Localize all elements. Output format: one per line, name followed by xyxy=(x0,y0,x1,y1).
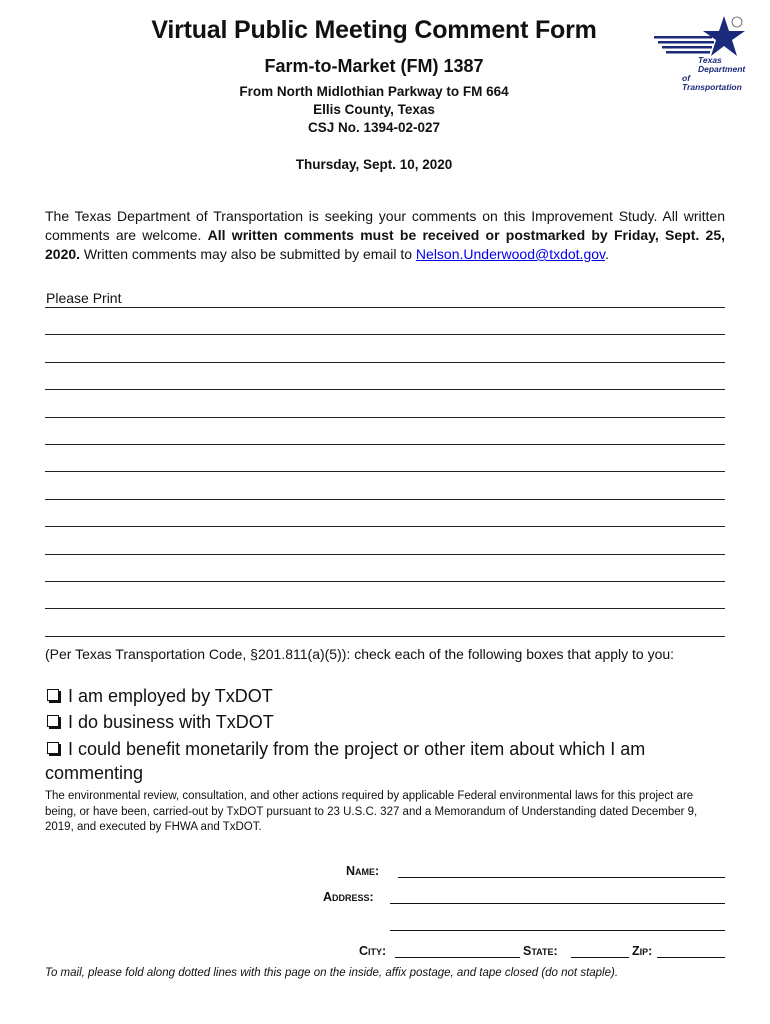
please-print-label: Please Print xyxy=(46,290,122,306)
city-field[interactable] xyxy=(395,957,520,958)
logo-text xyxy=(682,55,752,92)
checkbox-label: I could benefit monetarily from the project or other item about which I am commenting xyxy=(45,739,646,783)
intro-paragraph xyxy=(45,207,725,264)
comment-line[interactable] xyxy=(45,499,725,500)
checkbox-icon[interactable] xyxy=(47,689,59,701)
logo-line-1: Texas xyxy=(698,55,722,65)
logo-line-3: of Transportation xyxy=(682,73,742,92)
comment-line[interactable] xyxy=(45,444,725,445)
form-subtitle: Farm-to-Market (FM) 1387 xyxy=(264,56,484,76)
county-line: Ellis County, Texas xyxy=(313,102,435,117)
state-label: State: xyxy=(523,944,558,958)
zip-label: Zip: xyxy=(632,944,653,958)
mailing-instructions: To mail, please fold along dotted lines with this page on the inside, affix postage, and tape closed (do not staple). xyxy=(45,967,619,979)
comment-line[interactable] xyxy=(45,608,725,609)
address-label: Address: xyxy=(323,890,374,904)
comment-line[interactable] xyxy=(45,417,725,418)
checkbox-icon[interactable] xyxy=(47,742,59,754)
logo-line-2: Department xyxy=(698,64,746,74)
checkbox-option-employed[interactable] xyxy=(45,684,273,708)
deadline-text: All written comments must be received or postmarked by Friday, Sept. 25, 2020. xyxy=(45,227,725,262)
location-line: From North Midlothian Parkway to FM 664 xyxy=(239,84,509,99)
checkbox-icon[interactable] xyxy=(47,715,59,727)
state-field[interactable] xyxy=(571,957,629,958)
intro-text: The Texas Department of Transportation is seeking your comments on this Improvement Study. All written comments are welcome. xyxy=(45,208,725,243)
intro-period: . xyxy=(604,246,609,262)
zip-field[interactable] xyxy=(657,957,725,958)
comment-line[interactable] xyxy=(45,581,725,582)
comment-line[interactable] xyxy=(45,471,725,472)
checkbox-option-benefit[interactable] xyxy=(45,737,665,785)
comment-line[interactable] xyxy=(45,334,725,335)
form-title: Virtual Public Meeting Comment Form xyxy=(151,16,597,44)
txdot-logo xyxy=(652,12,752,92)
comment-line[interactable] xyxy=(45,554,725,555)
address-field-line-2[interactable] xyxy=(390,930,725,931)
comment-line[interactable] xyxy=(45,307,725,308)
city-label: City: xyxy=(359,944,387,958)
environmental-note: The environmental review, consultation, and other actions required by applicable Federal environmental laws for this project are being, or have been, carried-out by TxDOT pursuant to 23 U.S.C. 327 and a Memorandum of Understanding dated December 9, 2019, and executed by FHWA and TxDOT. xyxy=(45,790,698,833)
intro-email-text: Written comments may also be submitted by email to xyxy=(80,246,416,262)
checkbox-option-business[interactable] xyxy=(45,710,274,734)
checkbox-label: I am employed by TxDOT xyxy=(68,686,273,706)
comment-line[interactable] xyxy=(45,636,725,637)
comment-line[interactable] xyxy=(45,389,725,390)
comment-line[interactable] xyxy=(45,526,725,527)
name-field[interactable] xyxy=(398,877,725,878)
comment-line[interactable] xyxy=(45,362,725,363)
csj-line: CSJ No. 1394-02-027 xyxy=(307,120,441,135)
checkbox-label: I do business with TxDOT xyxy=(68,712,274,732)
disclosure-intro: (Per Texas Transportation Code, §201.811(a)(5)): check each of the following boxes that apply to you: xyxy=(45,646,675,662)
name-label: Name: xyxy=(346,864,380,878)
address-field[interactable] xyxy=(390,903,725,904)
email-link[interactable]: Nelson.Underwood@txdot.gov xyxy=(415,246,605,262)
meeting-date: Thursday, Sept. 10, 2020 xyxy=(295,157,453,172)
